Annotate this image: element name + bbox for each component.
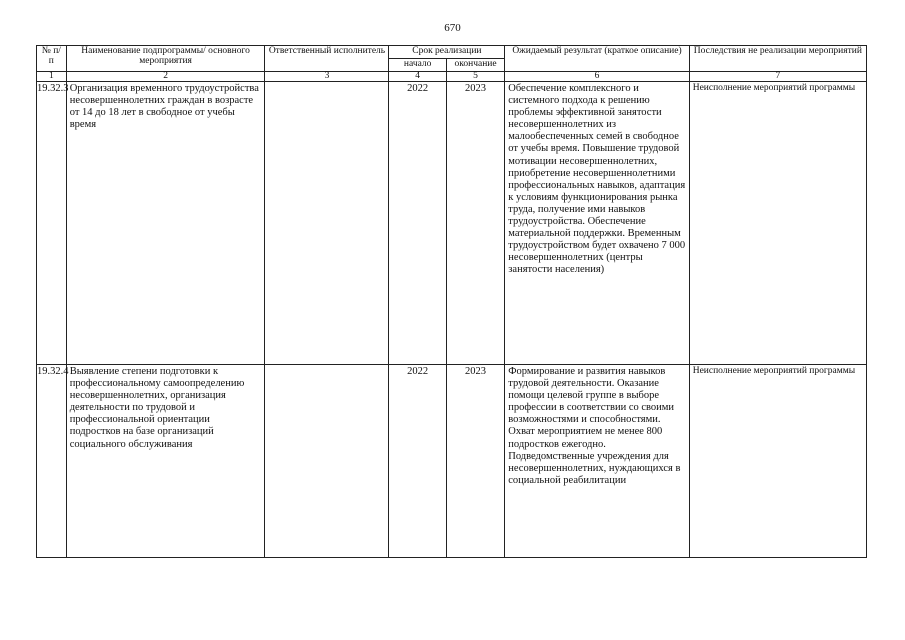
column-number: 7 — [689, 72, 866, 82]
column-number: 6 — [505, 72, 689, 82]
row-number: 19.32.3 — [37, 82, 67, 365]
consequences: Неисполнение мероприятий программы — [689, 365, 866, 558]
header-start: начало — [389, 59, 446, 72]
column-number: 4 — [389, 72, 446, 82]
start-year: 2022 — [389, 365, 446, 558]
consequences: Неисполнение мероприятий программы — [689, 82, 866, 365]
measure-name: Организация временного трудоустройства несовершеннолетних граждан в возрасте от 14 до 18 лет в свободное от учебы время — [66, 82, 265, 365]
header-responsible: Ответственный исполнитель — [265, 46, 389, 72]
measures-table — [36, 45, 867, 558]
expected-result: Обеспечение комплексного и системного подхода к решению проблемы эффективной занятости несовершеннолетних из малообеспеченных семей в свободное от учебы время. Повышение трудовой мотивации несовершеннолетних, приобретение несовершеннолетними профессиональных навыков, адаптация к условиям функционирования рынка труда, получение ими навыков трудоустройства. Обеспечение материальной поддержки. Временным трудоустройством будет охвачено 7 000 несовершеннолетних (центры занятости населения) — [505, 82, 689, 365]
header-number: № п/п — [37, 46, 67, 72]
measure-name: Выявление степени подготовки к профессиональному самоопределению несовершеннолетних, организация деятельности по трудовой и профессиональной ориентации подростков на базе организаций социального обслуживания — [66, 365, 265, 558]
row-number: 19.32.4 — [37, 365, 67, 558]
header-name: Наименование подпрограммы/ основного мероприятия — [66, 46, 265, 72]
start-year: 2022 — [389, 82, 446, 365]
header-result: Ожидаемый результат (краткое описание) — [505, 46, 689, 72]
page-number: 670 — [444, 22, 461, 34]
header-consequences: Последствия не реализации мероприятий — [689, 46, 866, 72]
header-end: окончание — [446, 59, 504, 72]
header-period: Срок реализации — [389, 46, 505, 59]
column-number: 2 — [66, 72, 265, 82]
responsible-executor — [265, 82, 389, 365]
end-year: 2023 — [446, 365, 504, 558]
end-year: 2023 — [446, 82, 504, 365]
table-row — [37, 82, 867, 365]
column-number: 3 — [265, 72, 389, 82]
column-number: 1 — [37, 72, 67, 82]
expected-result: Формирование и развития навыков трудовой деятельности. Оказание помощи целевой группе в выборе профессии в соответствии со своими возможностями и способностями. Охват мероприятием не менее 800 подростков ежегодно. Подведомственные учреждения для несовершеннолетних, нуждающихся в социальной реабилитации — [505, 365, 689, 558]
table-row — [37, 365, 867, 558]
responsible-executor — [265, 365, 389, 558]
column-number: 5 — [446, 72, 504, 82]
